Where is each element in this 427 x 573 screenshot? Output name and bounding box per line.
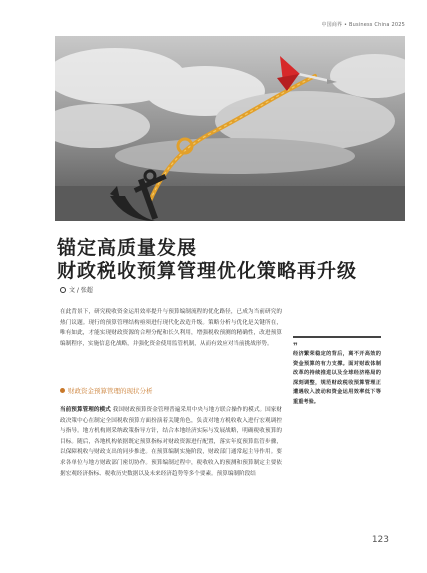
intro-paragraph: 在此背景下，研究税收资金运用效率提升与预算编制流程的优化路径，已成为当前研究的热门议题。现行的预算管理结构亟须进行现代化改造升级。策略分析与优化是关键所在，唯有如此，才能实现财政资源的合理分配和长久利用，增强税收预测的精确性，改进预算编制程序，实施信息化战略，并强化资金使用监管机制，从而有效应对当前挑战形势。 — [60, 309, 282, 347]
article-title-line-2: 财政税收预算管理优化策略再升级 — [57, 260, 358, 282]
sidebar-text: 经济繁荣稳定的背后，离不开高效的资金预算的有力支撑。面对财政体制改革的持续推进以及全球经济格局的深刻调整，规范财政税收预算管理正遭遇收入波动和资金运用效率低下等重重考验。 — [293, 351, 381, 405]
page-number: 123 — [371, 535, 389, 545]
paragraph-body: 我国财政预算资金管理普遍采用中央与地方联合操作的模式。国家财政决策中心在制定全国税收预算方面扮演着关键角色，负责对地方税收收入进行宏观调控与指导。地方机构则采纳政策指导方针，结合本地经济实际与发展战略，明确税收预算的目标。随后，各地机构依据既定预算指标对财政资源进行配置，落实年度预算监管步骤，以保障税收与财政支出的同步推进。在预算编制实施阶段，财政部门通常起主导作用。要求各单位与地方财政部门密切协作。预算编制过程中，税收收入的预测和预算制定主要依据宏观经济指标、税收历史数据以及未来经济趋势等多个要素。预算编制阶段结 — [60, 407, 282, 477]
sea — [55, 186, 405, 221]
article-title-line-1: 锚定高质量发展 — [57, 237, 198, 259]
sidebar-pullquote — [293, 336, 381, 408]
main-paragraph — [60, 405, 282, 479]
author-name: 文 / 张超 — [69, 287, 93, 294]
section-heading — [60, 386, 153, 395]
section-heading-text: 财政资金预算管理的现状分析 — [68, 387, 153, 395]
byline-circle-icon — [60, 287, 66, 293]
hero-illustration — [55, 36, 405, 221]
author-byline — [60, 285, 93, 294]
running-head: 中国商界 • Business China 2025 — [321, 22, 405, 28]
paragraph-lead: 当前预算管理的模式 — [60, 407, 111, 413]
bullet-dot-icon — [60, 388, 65, 393]
quote-icon: ❞ — [293, 342, 298, 352]
